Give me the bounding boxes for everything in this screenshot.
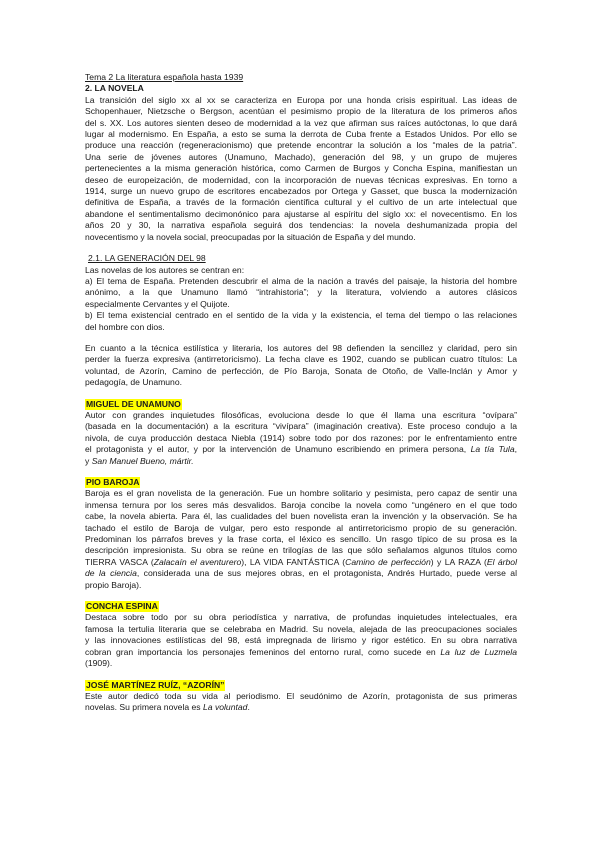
technique-paragraph	[85, 343, 517, 389]
paragraph-line: cabe, la novela abierta. Para él, las cualidades del buen novelista eran la invención y la observación. Se ha	[85, 511, 517, 522]
document-page	[85, 72, 517, 714]
author-heading-azorin: JOSÉ MARTÍNEZ RUÍZ, “AZORÍN”	[86, 679, 225, 690]
paragraph-line: descripción impresionista. Su obra se reúne en trilogías de las que sólo señalamos algunos títulos como	[85, 545, 517, 556]
paragraph-line: propio Baroja).	[85, 579, 142, 590]
paragraph-line: definitiva de España, a través de la formación científica cultural y el cultivo de un arte intelectual que	[85, 197, 517, 208]
paragraph-line: anónimo, a la que Unamuno llamó “intrahistoria”; y la literatura, volviendo a autores clásicos	[85, 287, 517, 298]
paragraph-line: años 20 y 30, la narrativa española seguirá dos tendencias: la novela deshumanizada propia del	[85, 220, 517, 231]
paragraph-line: tachado el estilo de Baroja de vulgar, pero esto responde al antirretoricismo propio de su generación.	[85, 522, 517, 533]
paragraph-line: novecentismo y la novela social, preocupadas por la situación de España y del mundo.	[85, 231, 416, 242]
espina-paragraph	[85, 612, 517, 669]
paragraph-line: del hombre con dios.	[85, 321, 165, 332]
paragraph-line: perder la fuerza expresiva (antirretoricismo). La fecha clave es 1902, cuando se publican cuatro títulos: La	[85, 354, 517, 365]
paragraph-line: TIERRA VASCA (Zalacaín el aventurero), LA VIDA FANTÁSTICA (Camino de perfección) y LA RAZA (El árbol	[85, 556, 517, 567]
paragraph-line: a) El tema de España. Pretenden descubrir el alma de la nación a través del paisaje, la historia del hombre	[85, 275, 517, 286]
paragraph-line: voluntad, de Azorín, Camino de perfección, de Pío Baroja, Sonata de Otoño, de Valle-Inclán y Amor y	[85, 365, 517, 376]
paragraph-line: La transición del siglo xx al xx se caracteriza en Europa por una honda crisis espiritual. Las ideas de	[85, 94, 517, 105]
subsection-heading: 2.1. LA GENERACIÓN DEL 98	[88, 253, 206, 264]
paragraph-line: inmensa ternura por los seres más desvalidos. Baroja concibe la novela como “ungénero en el que todo	[85, 499, 517, 510]
author-heading-baroja: PIO BAROJA	[86, 477, 140, 487]
paragraph-line: y las innovaciones estilísticas del 98, está impregnada de lirismo y rigor estético. En su obra narrativa	[85, 635, 517, 646]
paragraph-line: pertenecientes a la misma generación histórica, como Carmen de Burgos y Concha Espina, manifiestan un	[85, 163, 517, 174]
paragraph-line: famosa la tertulia literaria que se celebraba en Madrid. Su novela, alejada de las preocupaciones sociales	[85, 623, 517, 634]
paragraph-line: En cuanto a la técnica estilística y literaria, los autores del 98 defienden la sencillez y claridad, pero sin	[85, 342, 517, 353]
paragraph-line: (basada en la documentación) a la escritura “vivípara” (imaginación creativa). Este proceso condujo a la	[85, 421, 517, 432]
paragraph-line: abandone el sentimentalismo decimonónico para ajustarse al espíritu del siglo xx: el novecentismo. En los	[85, 208, 517, 219]
paragraph-line: deseo de europeización, de modernidad, con la incorporación de nuevas técnicas expresivas. En torno a	[85, 174, 517, 185]
paragraph-line: Este autor dedicó toda su vida al periodismo. El seudónimo de Azorín, protagonista de sus primeras	[85, 690, 517, 701]
baroja-paragraph	[85, 488, 517, 591]
paragraph-line: b) El tema existencial centrado en el sentido de la vida y la existencia, el tema del tiempo o las relaciones	[85, 310, 517, 321]
paragraph-line: nivola, de cuya producción destaca Niebla (1914) sobre todo por dos razones: por le enfrentamiento entre	[85, 432, 517, 443]
paragraph-line: 1914, surge un nuevo grupo de escritores encabezados por Ortega y Gasset, que busca la modernización	[85, 186, 517, 197]
paragraph-line: cobran gran importancia los personajes femeninos del entorno rural, como sucede en La luz de Luzmela	[85, 646, 517, 657]
paragraph-line: (1909).	[85, 658, 113, 669]
intro-paragraph	[85, 95, 517, 243]
paragraph-line: produce una reacción (regeneracionismo) que pretende encontrar la solución a los “males de la patria”.	[85, 140, 517, 151]
paragraph-line: especialmente Cervantes y el Quijote.	[85, 298, 230, 309]
section-heading: 2. LA NOVELA	[85, 83, 144, 94]
azorin-paragraph	[85, 691, 517, 714]
paragraph-line: del s. XX. Los autores sienten deseo de modernidad a la vez que afirman sus raíces autóctonas, lo que dará	[85, 117, 517, 128]
paragraph-line: Baroja es el gran novelista de la generación. Fue un hombre solitario y pesimista, pero capaz de sentir una	[85, 488, 517, 499]
paragraph-line: y San Manuel Bueno, mártir.	[85, 455, 194, 466]
paragraph-line: novelas. Su primera novela es La voluntad.	[85, 702, 250, 713]
paragraph-line: pedagogía, de Unamuno.	[85, 377, 182, 388]
gen98-paragraph	[85, 265, 517, 333]
document-title: Tema 2 La literatura española hasta 1939	[85, 72, 244, 82]
unamuno-paragraph	[85, 410, 517, 467]
paragraph-line: el protagonista y el autor, y por la intervención de Unamuno escribiendo en primera persona, La tía Tula,	[85, 444, 518, 455]
author-heading-unamuno: MIGUEL DE UNAMUNO	[86, 398, 181, 409]
author-heading-espina: CONCHA ESPINA	[86, 601, 158, 612]
paragraph-line: Una serie de jóvenes autores (Unamuno, Machado), generación del 98, y un grupo de mujeres	[85, 151, 517, 162]
paragraph-line: Destaca sobre todo por su obra periodística y narrativa, de profundas inquietudes intelectuales, era	[85, 612, 517, 623]
paragraph-line: Las novelas de los autores se centran en:	[85, 264, 245, 275]
paragraph-line: Predominan los párrafos breves y la frase corta, el léxico es sencillo. Un rasgo típico de su prosa es la	[85, 534, 517, 545]
paragraph-line: lugar al modernismo. En España, a esto se suma la derrota de Cuba frente a Estados Unidos. Por ello se	[85, 129, 517, 140]
paragraph-line: Schopenhauer, Nietzsche o Bergson, acentúan el pesimismo propio de la literatura de los primeros años	[85, 106, 517, 117]
paragraph-line: Autor con grandes inquietudes filosóficas, evoluciona desde lo que él llama una escritura “ovípara”	[85, 409, 517, 420]
paragraph-line: de la ciencia, considerada una de sus mejores obras, en el protagonista, Andrés Hurtado, puede verse al	[85, 568, 517, 579]
